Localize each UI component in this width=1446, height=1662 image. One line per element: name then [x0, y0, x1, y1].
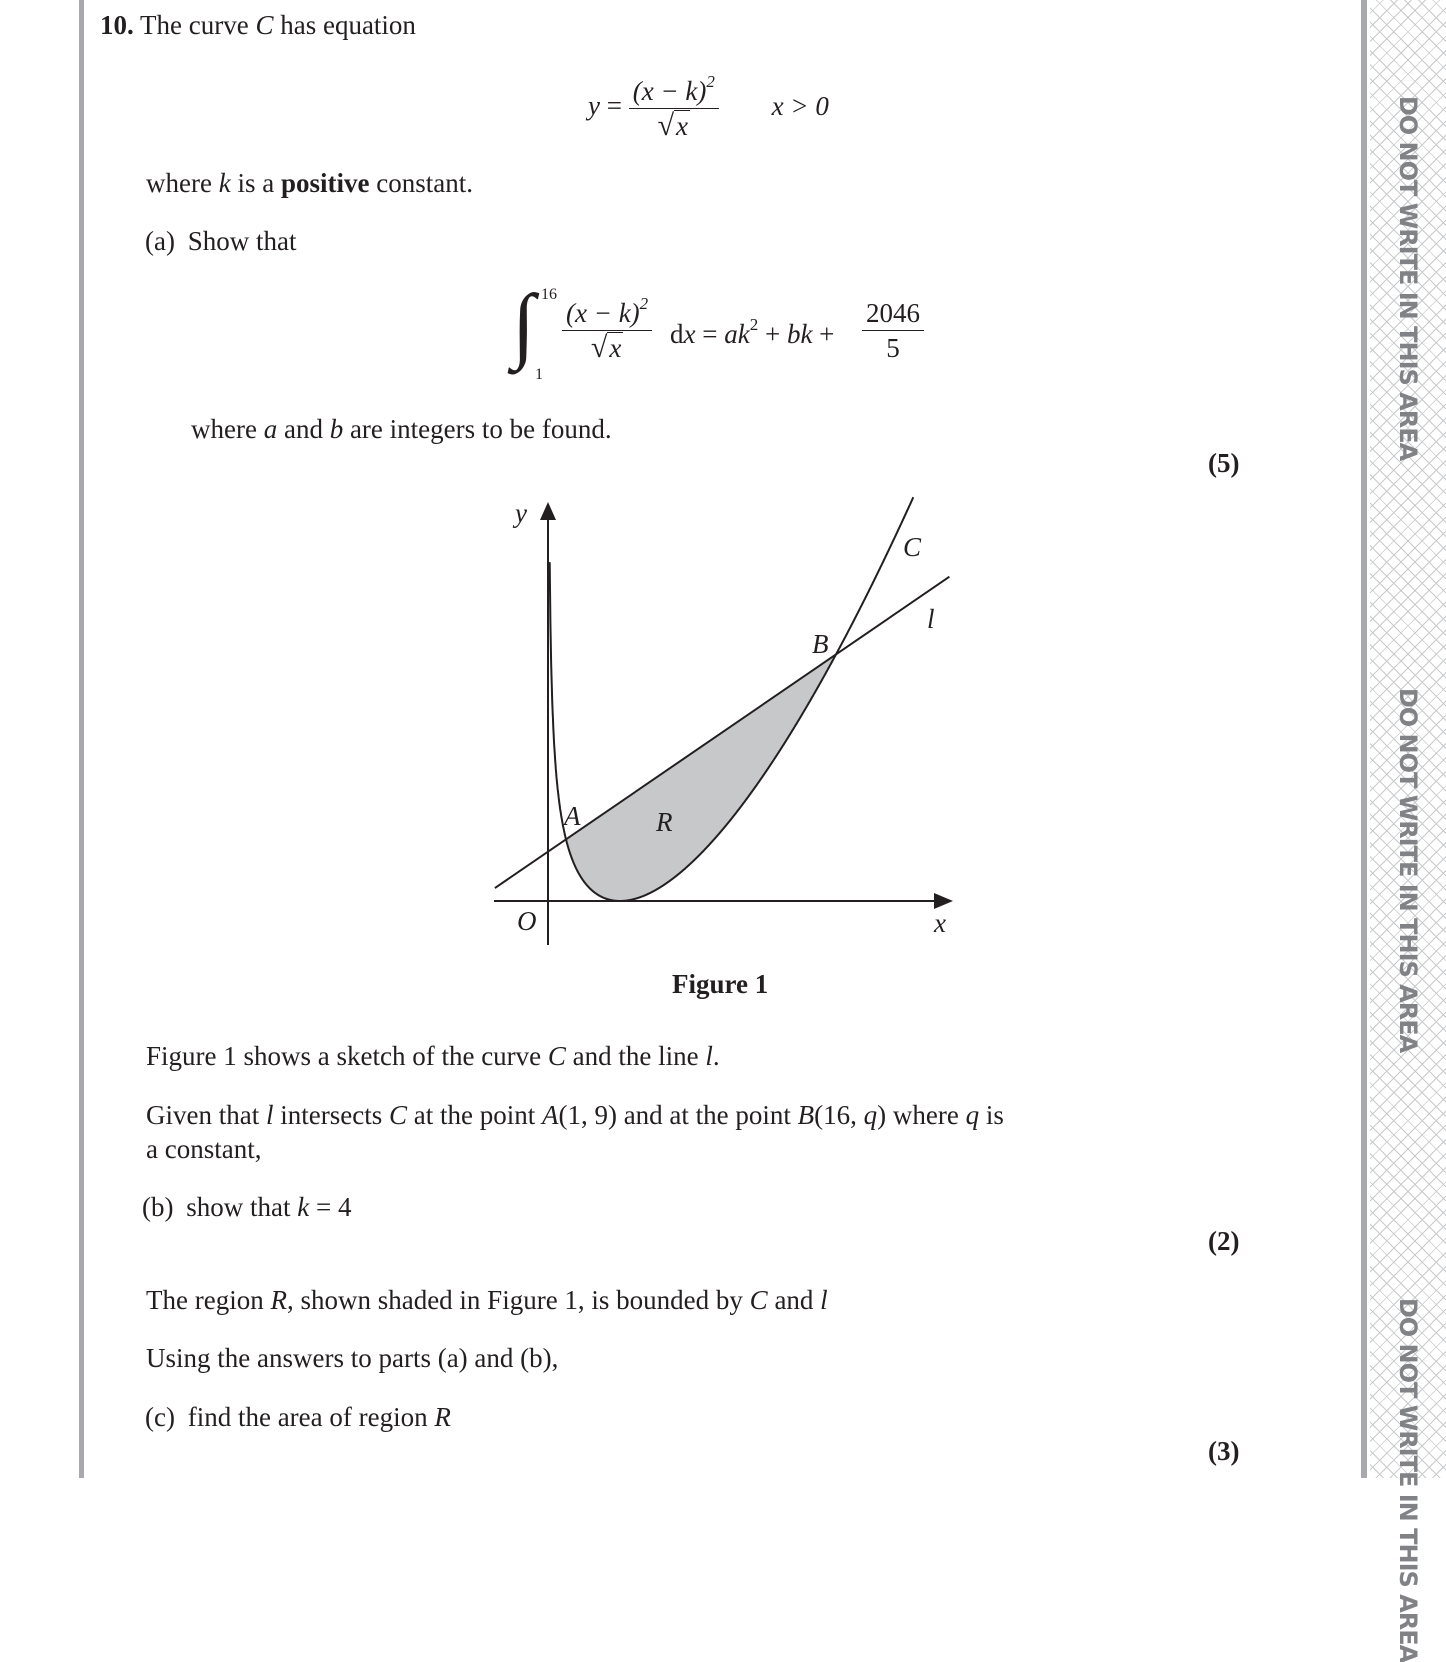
text-segment: = 4: [309, 1192, 352, 1222]
text-segment: l: [705, 1041, 713, 1071]
margin-warning: DO NOT WRITE IN THIS AREA: [1394, 1297, 1422, 1662]
curve-label: C: [903, 532, 922, 562]
text-segment: Figure 1 shows a sketch of the curve: [146, 1041, 548, 1071]
text-segment: C: [749, 1285, 768, 1315]
text-segment: R: [434, 1402, 451, 1432]
text-segment: bk: [786, 319, 813, 349]
eq-y: y: [588, 90, 600, 121]
text-segment: constant.: [369, 168, 473, 198]
text-segment: intersects: [273, 1100, 389, 1130]
text-segment: l: [820, 1285, 828, 1315]
text-segment: b: [329, 414, 344, 444]
text-segment: C: [255, 10, 274, 40]
marks-part-b: (2): [1208, 1226, 1240, 1256]
text-segment: at the point: [406, 1100, 542, 1130]
x-axis-arrow: [934, 893, 953, 909]
text-segment: and: [767, 1285, 821, 1315]
text-segment: (1, 9) and at the point: [558, 1100, 798, 1130]
text-segment: Given that: [146, 1100, 266, 1130]
text-segment: a: [263, 414, 278, 444]
part-a-text: Show that: [187, 226, 297, 256]
part-b-text: [186, 1192, 351, 1222]
integral-rhs: dx = $ak^2$ + bk +: [670, 315, 835, 349]
text-segment: where: [191, 414, 264, 444]
figure-description: [146, 1040, 720, 1072]
part-c: [145, 1401, 451, 1433]
integral-sign: ∫: [512, 278, 536, 371]
marks-part-c: (3): [1208, 1436, 1240, 1466]
text-segment: d: [670, 319, 684, 349]
text-segment: where: [146, 168, 219, 198]
part-b-label: (b): [142, 1192, 174, 1222]
using-text: [146, 1342, 558, 1374]
eq-sign: =: [599, 90, 622, 121]
origin-label: O: [517, 906, 537, 936]
margin-warning: DO NOT WRITE IN THIS AREA: [1394, 687, 1422, 1053]
part-a-label: (a): [145, 226, 175, 256]
x-axis-label: x: [934, 908, 946, 938]
text-segment: , shown shaded in Figure 1, is bounded by: [286, 1285, 750, 1315]
part-c-label: (c): [145, 1402, 175, 1432]
text-segment: is: [979, 1100, 1004, 1130]
margin-warning: DO NOT WRITE IN THIS AREA: [1394, 95, 1422, 461]
region-r-shading: [566, 654, 836, 901]
text-segment: q: [965, 1100, 980, 1130]
part-c-text: [188, 1402, 451, 1432]
text-segment: k: [218, 168, 231, 198]
point-a-label: A: [564, 801, 581, 831]
text-segment: +: [812, 319, 835, 349]
text-segment: has equation: [273, 10, 416, 40]
text-segment: (16,: [814, 1100, 864, 1130]
given-text: [146, 1099, 1004, 1131]
marks-part-a: (5): [1208, 448, 1240, 478]
text-segment: =: [695, 319, 725, 349]
text-segment: is a: [230, 168, 281, 198]
y-axis-arrow: [540, 502, 556, 520]
text-segment: The curve: [140, 10, 256, 40]
y-axis-label: y: [515, 498, 527, 528]
region-label: R: [656, 807, 673, 837]
point-b-label: B: [812, 629, 829, 659]
eq-denominator: √x: [657, 109, 689, 142]
text-segment: B: [797, 1100, 815, 1130]
integrand-fraction: $\frac{(x - k)^2}{√x}$: [562, 298, 652, 363]
text-segment: The region: [146, 1285, 271, 1315]
text-segment: ) where: [877, 1100, 966, 1130]
text-segment: and the line: [565, 1041, 706, 1071]
eq-condition: x > 0: [771, 90, 829, 121]
text-segment: x: [683, 319, 696, 349]
text-segment: positive: [280, 168, 370, 198]
text-segment: are integers to be found.: [343, 414, 612, 444]
line-l: [495, 577, 950, 888]
text-segment: .: [712, 1041, 720, 1071]
text-segment: show that: [186, 1192, 298, 1222]
text-segment: q: [863, 1100, 878, 1130]
text-segment: a constant,: [146, 1134, 262, 1164]
text-segment: C: [388, 1100, 407, 1130]
figure-caption: Figure 1: [672, 969, 769, 999]
text-segment: C: [547, 1041, 566, 1071]
integral-upper-limit: 16: [541, 286, 557, 303]
text-segment: find the area of region: [187, 1402, 435, 1432]
part-b: [142, 1191, 351, 1223]
text-segment: R: [270, 1285, 287, 1315]
given-text-cont: [146, 1133, 261, 1165]
text-segment: l: [265, 1100, 274, 1130]
question-number: 10.: [100, 10, 134, 40]
eq-numerator: $(x - k)^2$: [629, 76, 719, 109]
line-label: l: [927, 604, 935, 634]
text-segment: A: [541, 1100, 559, 1130]
text-segment: and: [277, 414, 330, 444]
text-segment: ak: [724, 319, 750, 349]
integral-lower-limit: 1: [535, 366, 543, 383]
region-text: [146, 1284, 828, 1316]
constant-fraction: $\frac{2046}{5}$: [862, 298, 924, 363]
text-segment: k: [297, 1192, 310, 1222]
text-segment: Using the answers to parts (a) and (b),: [146, 1343, 559, 1373]
text-segment: +: [758, 319, 787, 349]
